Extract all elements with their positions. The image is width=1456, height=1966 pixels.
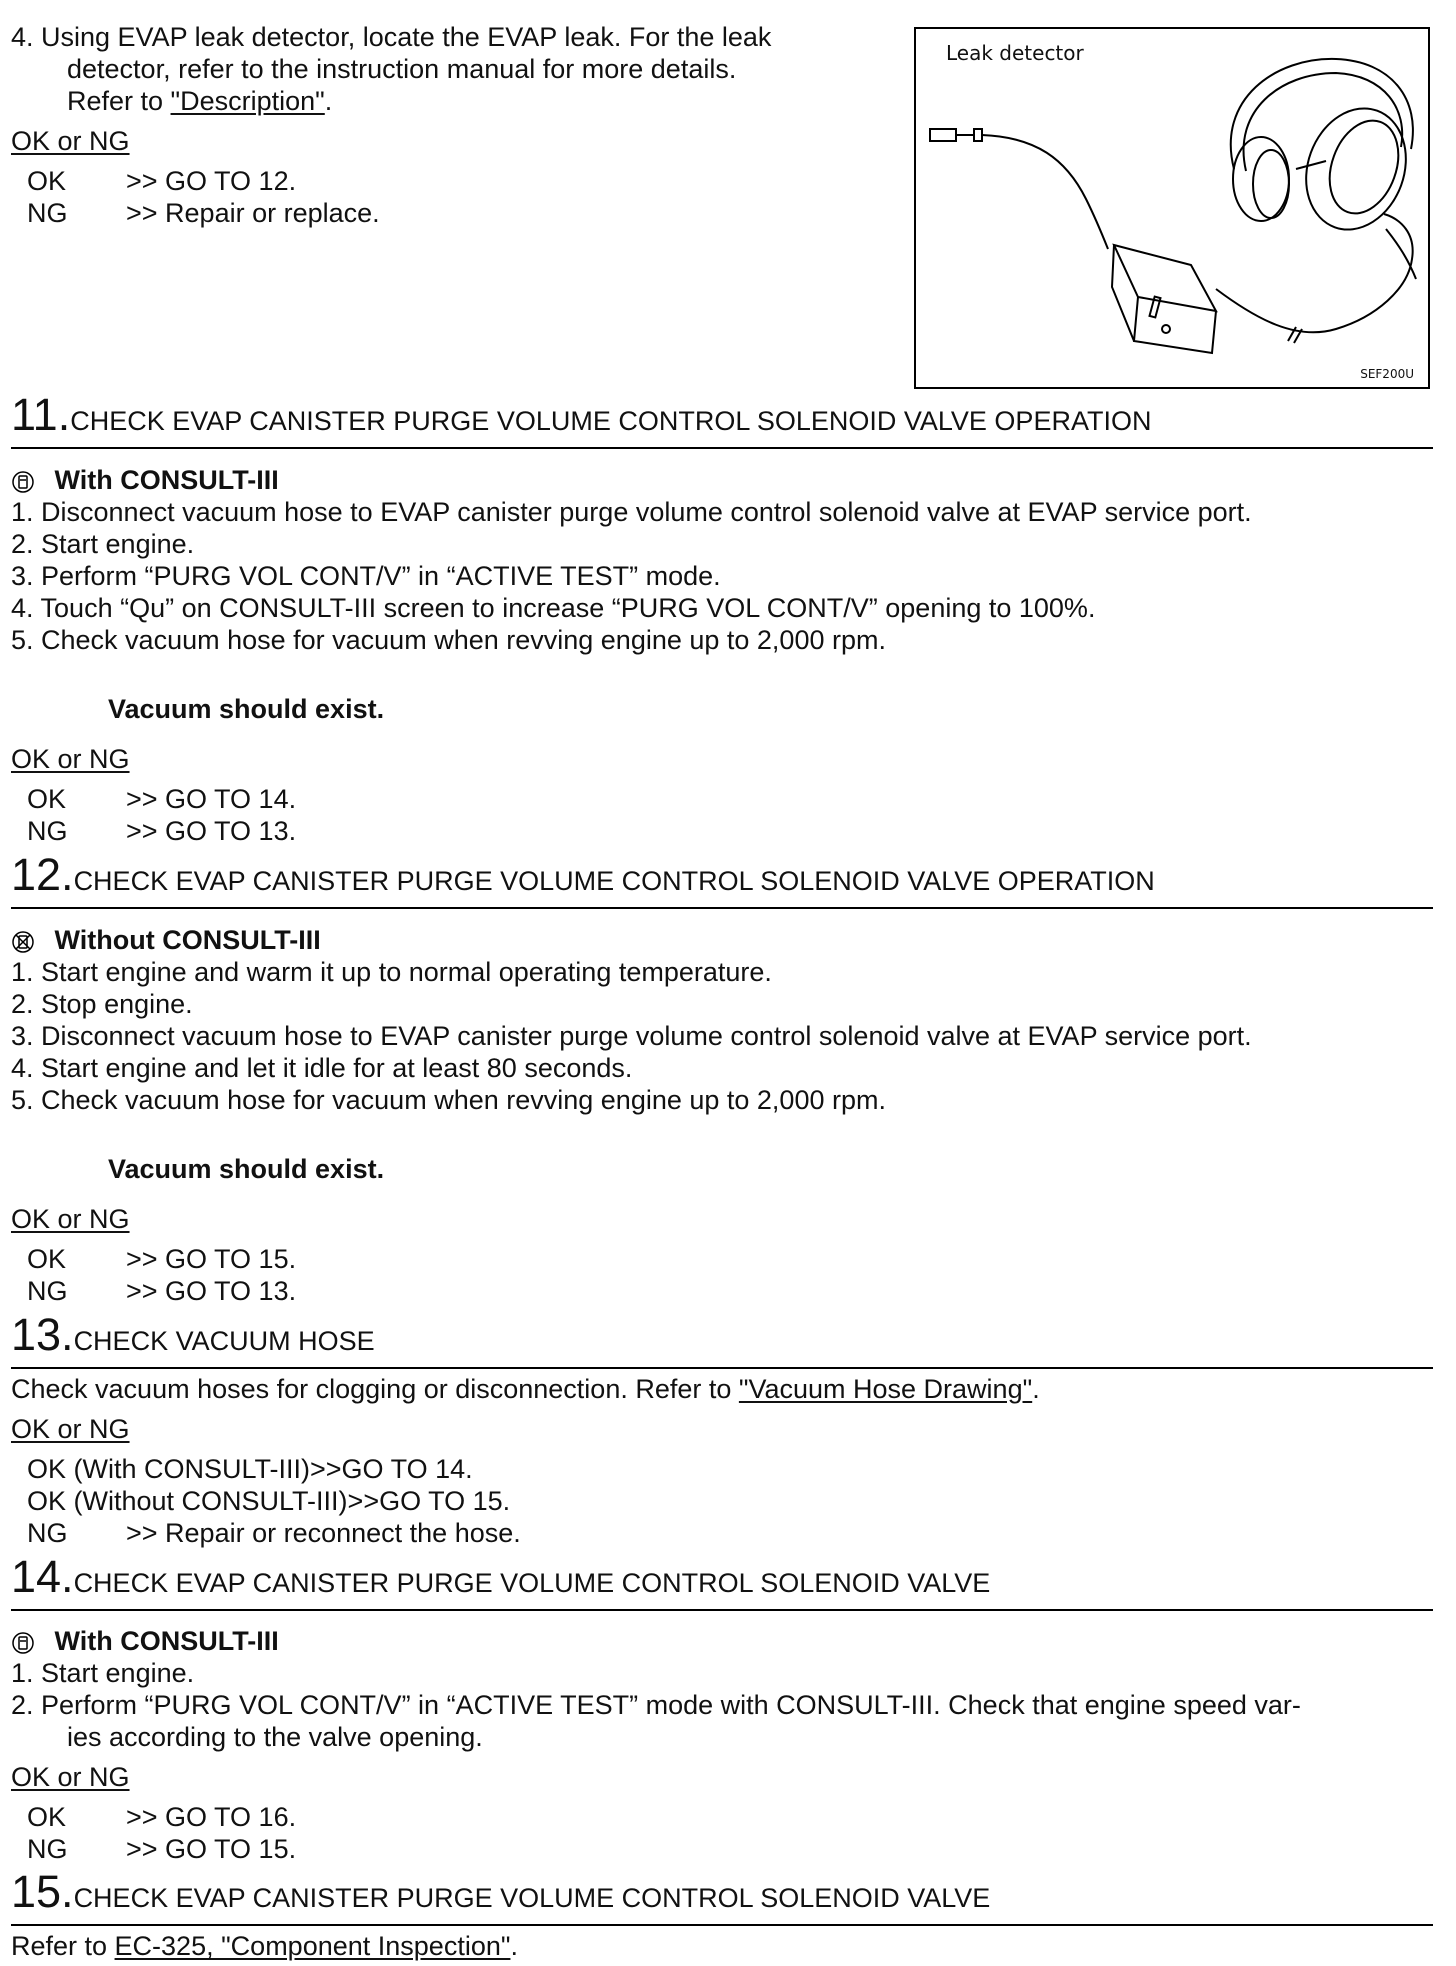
- leak-detector-illustration: [916, 29, 1428, 387]
- ok-label: OK: [27, 166, 67, 196]
- step13-result-2: OK (Without CONSULT-III)>>GO TO 15.: [27, 1486, 511, 1516]
- step13-title: CHECK VACUUM HOSE: [73, 1326, 375, 1356]
- step11-item-3: 3. Perform “PURG VOL CONT/V” in “ACTIVE TEST” mode.: [11, 561, 721, 591]
- ok-or-ng-heading: OK or NG: [11, 1762, 130, 1792]
- step10-line3: Refer to "Description".: [67, 86, 333, 116]
- step12-item-1: 1. Start engine and warm it up to normal operating temperature.: [11, 957, 772, 987]
- step14-heading: [11, 1551, 991, 1602]
- step14-title: CHECK EVAP CANISTER PURGE VOLUME CONTROL SOLENOID VALVE: [73, 1568, 991, 1598]
- ok-action: >> GO TO 15.: [126, 1244, 297, 1274]
- component-inspection-link[interactable]: EC-325, "Component Inspection": [114, 1931, 511, 1961]
- figure-caption: Leak detector: [946, 41, 1084, 65]
- ok-or-ng-heading: OK or NG: [11, 126, 130, 156]
- ok-label: OK: [27, 784, 67, 814]
- vacuum-hose-drawing-link[interactable]: "Vacuum Hose Drawing": [738, 1374, 1033, 1404]
- step12-number: 12.: [11, 849, 74, 900]
- step15-number: 15.: [11, 1866, 74, 1917]
- step14-item-2-cont: ies according to the valve opening.: [67, 1722, 483, 1752]
- ng-action: >> GO TO 13.: [126, 816, 297, 846]
- step15-heading: [11, 1866, 991, 1917]
- ng-label: NG: [27, 1834, 68, 1864]
- step11-mode: With CONSULT-III: [11, 467, 279, 494]
- ng-action: >> GO TO 15.: [126, 1834, 297, 1864]
- step11-item-1: 1. Disconnect vacuum hose to EVAP canister purge volume control solenoid valve at EVAP service port.: [11, 497, 1252, 527]
- step12-item-4: 4. Start engine and let it idle for at least 80 seconds.: [11, 1053, 633, 1083]
- ok-label: OK: [27, 1802, 67, 1832]
- step13-text: Check vacuum hoses for clogging or disconnection. Refer to "Vacuum Hose Drawing".: [11, 1374, 1040, 1404]
- ok-action: >> GO TO 14.: [126, 784, 297, 814]
- ok-action: >> GO TO 16.: [126, 1802, 297, 1832]
- ok-action: >> GO TO 12.: [126, 166, 297, 196]
- consult-icon: [11, 470, 35, 494]
- step11-item-5: 5. Check vacuum hose for vacuum when revving engine up to 2,000 rpm.: [11, 625, 886, 655]
- step13-number: 13.: [11, 1309, 74, 1360]
- divider: [11, 1924, 1433, 1926]
- ok-label: OK: [27, 1244, 67, 1274]
- step11-item-2: 2. Start engine.: [11, 529, 195, 559]
- figure-code: SEF200U: [1360, 367, 1414, 381]
- step12-item-2: 2. Stop engine.: [11, 989, 193, 1019]
- divider: [11, 1609, 1433, 1611]
- consult-icon: [11, 1631, 35, 1655]
- step12-title: CHECK EVAP CANISTER PURGE VOLUME CONTROL SOLENOID VALVE OPERATION: [73, 866, 1155, 896]
- divider: [11, 447, 1433, 449]
- step14-mode: With CONSULT-III: [11, 1628, 279, 1655]
- step14-item-2: 2. Perform “PURG VOL CONT/V” in “ACTIVE TEST” mode with CONSULT-III. Check that engine speed var-: [11, 1690, 1301, 1720]
- ng-label: NG: [27, 816, 68, 846]
- step10-line1: 4. Using EVAP leak detector, locate the EVAP leak. For the leak: [11, 22, 772, 52]
- ng-action: >> GO TO 13.: [126, 1276, 297, 1306]
- step11-spec: Vacuum should exist.: [108, 694, 385, 724]
- leak-detector-figure: [914, 27, 1430, 389]
- ng-label: NG: [27, 198, 68, 228]
- divider: [11, 907, 1433, 909]
- ok-or-ng-heading: OK or NG: [11, 1204, 130, 1234]
- ng-label: NG: [27, 1518, 68, 1548]
- step11-item-4: 4. Touch “Qu” on CONSULT-III screen to increase “PURG VOL CONT/V” opening to 100%.: [11, 593, 1096, 623]
- step12-item-5: 5. Check vacuum hose for vacuum when revving engine up to 2,000 rpm.: [11, 1085, 886, 1115]
- step12-item-3: 3. Disconnect vacuum hose to EVAP canister purge volume control solenoid valve at EVAP service port.: [11, 1021, 1252, 1051]
- divider: [11, 1367, 1433, 1369]
- step13-heading: [11, 1309, 375, 1360]
- step12-spec: Vacuum should exist.: [108, 1154, 385, 1184]
- ok-or-ng-heading: OK or NG: [11, 1414, 130, 1444]
- step11-heading: [11, 389, 1152, 440]
- step15-text: Refer to EC-325, "Component Inspection".: [11, 1931, 518, 1961]
- step11-number: 11.: [11, 389, 71, 440]
- ng-action: >> Repair or reconnect the hose.: [126, 1518, 521, 1548]
- step10-line2: detector, refer to the instruction manual for more details.: [67, 54, 737, 84]
- step14-item-1: 1. Start engine.: [11, 1658, 195, 1688]
- ok-or-ng-heading: OK or NG: [11, 744, 130, 774]
- step11-title: CHECK EVAP CANISTER PURGE VOLUME CONTROL SOLENOID VALVE OPERATION: [70, 406, 1152, 436]
- step15-title: CHECK EVAP CANISTER PURGE VOLUME CONTROL SOLENOID VALVE: [73, 1883, 991, 1913]
- step12-heading: [11, 849, 1155, 900]
- ng-action: >> Repair or replace.: [126, 198, 380, 228]
- no-consult-icon: [11, 930, 35, 954]
- step14-number: 14.: [11, 1551, 74, 1602]
- step12-mode: Without CONSULT-III: [11, 927, 321, 954]
- ng-label: NG: [27, 1276, 68, 1306]
- step13-result-1: OK (With CONSULT-III)>>GO TO 14.: [27, 1454, 473, 1484]
- description-link[interactable]: "Description": [170, 86, 325, 116]
